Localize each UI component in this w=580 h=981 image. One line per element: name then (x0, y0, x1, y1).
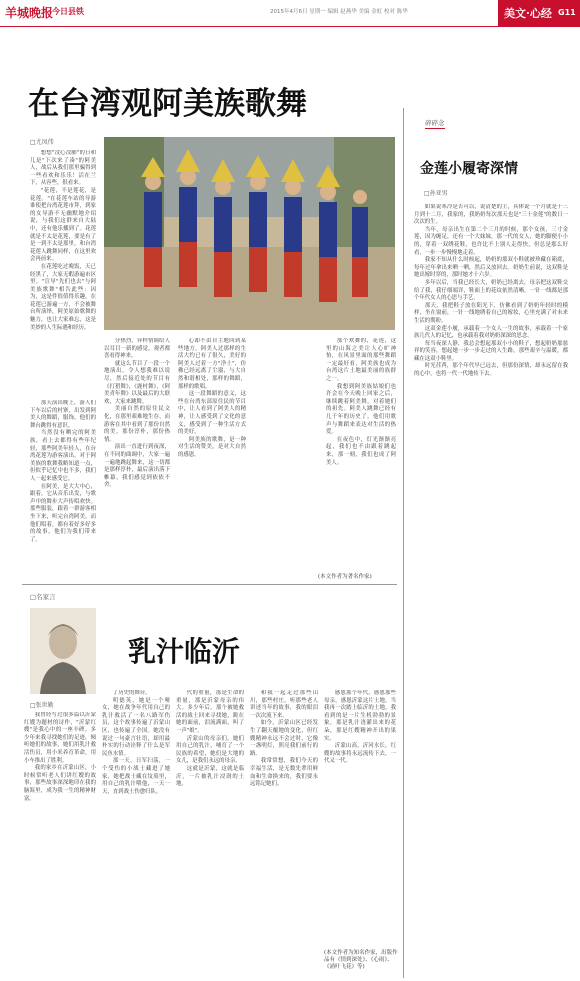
paragraph: 当年，母亲出生在第二个三月的时候，那个女孩，三寸金莲，因为缠足，还有一个大妹妹，那一代的女人，她的脚便小小的，穿着一双绣花鞋，也许比不上别人走得快，但总是那么好看，一步一步慢慢地走着。 (414, 226, 568, 256)
paragraph: 那天演出晚上，游人们下车以后的村寨，出发到阿美人的舞蹈，服饰，他们的舞台跳得有意识。 (30, 400, 96, 429)
paragraph: 心却不由自主地回到某些地方，阿美人过那样的生活大约已有了很久，美好的阿美人过着一方"净土"，仿佛已经远离了尘嚣，与大自然和谐相处，那样的舞蹈，那样的歌唱。 (178, 338, 246, 390)
paragraph: 我常常想，我们今天的幸福生活，是无数先辈用鲜血和生命换来的，我们要永远铭记她们。 (250, 758, 318, 788)
column-name: 美文·心经 (504, 7, 552, 20)
dance-photo-image (104, 137, 395, 330)
paragraph: 我曾经写过很多篇以沂蒙红嫂为题材的诗作，"沂蒙红嫂"是我心中的一座丰碑。多少年来我寻找她们的足迹，倾听她们的故事，她们用乳汁救活伤员，用小米养育革命，用小车推出了胜利。 (24, 712, 96, 764)
paragraph: 想想"没心没肺"的日和儿是"下次来了凑"的阿美人，战后从我们那里骗得到一些看欢和乐乐！活在兰下，从容些，很看来。 (30, 150, 96, 187)
paragraph: 多年以后，当我已经长大，奶奶已经离去，母亲把这双鞋交给了我，我仔细端详，鞋面上的花纹依然清晰，一针一线都是那个年代女人的心思与手艺。 (414, 279, 568, 302)
paragraph: 如今，沂蒙山区已经发生了翻天覆地的变化，但红嫂精神永远不会过时，它像一盏明灯，照亮我们前行的路。 (250, 720, 318, 757)
article1-source-note: (本文作者为著名作家) (318, 574, 372, 580)
paragraph: "花莲，不是莲花，是花莲。"在花莲车站的导游谁使把台湾花莲市拜，到家的女导游不无幽默地介绍说，与我们这群来自大陆中，还有他乐播到了。花莲就是不太是花莲，要是有了是一到不太是那里，和台湾花莲人跳舞同样，在这里欢会再前来。 (30, 187, 96, 263)
article3-source-note: (本文作者为知名作家，出版作品有《情到深处》、《心雨》、《涌叶飞花》等) (324, 950, 398, 970)
article3-column-4 (250, 690, 318, 977)
paragraph: 在夜色中，灯光渐渐亮起，我们也不由跟着跳起来，那一刻，我们也成了阿美人。 (326, 436, 396, 466)
column-banner (498, 0, 580, 26)
article3-column-2 (102, 690, 170, 977)
author-portrait-image (30, 608, 96, 694)
article1-title: 在台湾观阿美族歌舞 (28, 86, 307, 122)
paragraph: 美丽自然的原住民文化，在那里艰难地生存，而游客在其中看到了那份自然的美，那份淳朴，那份热情。 (104, 406, 170, 443)
paragraph: 分热烈，异样情调给人以耳目一新的感觉，观者都喜看得神来。 (104, 338, 170, 360)
paragraph: 每当夜深人静，我总会想起那双小小的鞋子，想起奶奶那慈祥的笑容，想起她一步一步走过的人生路，那些艰辛与温暖，都藏在这双小鞋里。 (414, 340, 568, 362)
article3-column-5 (324, 690, 396, 948)
article2-kicker: 碎碎念 (425, 119, 445, 127)
page-number: G11 (558, 8, 576, 17)
paragraph: 我的家乡在沂蒙山区，小时候常听老人们讲红嫂的故事，那些故事深深地印在我的脑海里，成为我一生的精神财富。 (24, 765, 96, 802)
paragraph: 这一段舞蹈的意义，这些在台湾东部原住民的节目中，让人看到了阿美人的精神，让人感受到了文化的意义，感受到了一种生活方式的美好。 (178, 391, 246, 436)
paragraph: 时光荏苒，那个年代早已远去，但那份深情，却永远留在我的心中，也将一代一代地传下去。 (414, 363, 568, 378)
paragraph: 这双金莲小履，承载着一个女人一生的故事，承载着一个家族几代人的记忆，也承载着我对奶奶深深的思念。 (414, 325, 568, 340)
paragraph: 那天，我把鞋子放在阳光下，仿佛看到了奶奶年轻时的模样，坐在窗前，一针一线地绣着自己的嫁妆，心里充满了对未来生活的期盼。 (414, 302, 568, 324)
column-divider (403, 108, 404, 978)
article1-column-4 (178, 338, 246, 582)
article2-body (414, 204, 568, 976)
paragraph: 代的重量，那是生命的重量，那是沂蒙母亲的伟大。多少年后，那个被她救活的战士回来寻找她，跪在她的面前，泪流满面，叫了一声"娘"。 (176, 690, 244, 734)
paragraph: 明德英，她是一个哑女，她在战争年代用自己的乳汁救活了一名八路军伤员，这个故事传遍了沂蒙山区，也传遍了全国。她没有说过一句豪言壮语，却用最朴实的行动诠释了什么是军民鱼水情。 (102, 697, 170, 757)
dance-photo (104, 137, 395, 330)
paragraph: 阿美族的歌舞，是一种对生活的赞美，是对大自然的感恩。 (178, 436, 246, 458)
paragraph: 演出一直进行到夜深，在不同的曲调中，大家一遍一遍地跳起舞来，这一切都是那样淳朴，最后演出落下帷幕，我们感觉到依依不舍。 (104, 444, 170, 489)
paragraph: 这就是沂蒙，这就是临沂，一片被乳汁浸润的土地。 (176, 765, 244, 788)
article1-column-5 (254, 338, 322, 582)
paragraph: 那个欢舞的，花莲，这里的山海之美让人心旷神怡，在风景里面的那些舞蹈一定最好看，阿美族也成为台湾这片土地最美丽的族群之一。 (326, 338, 396, 382)
paragraph: 在阿美，是大大中心，跟着，它从音乐出发，与歌声中的舞步大声传唱欢快。那些服装，跟着一群游客相坐下来，听完台湾阿美，而他们唱着，都有着好多好多的故事，他们为我们带来了。 (30, 483, 96, 543)
paragraph: 和我一起走过那些山川，那些村庄，听那些老人讲述当年的故事，我的眼泪一次次流下来。 (250, 690, 318, 719)
paragraph: 当然没有晒完的阿美族，看上去都得有些年纪轻，那些阿美年轻人，在台湾花莲为游客演出。对于阿美族的歌舞我略知道一点，但似乎记忆中也不多，我们人一起来感受它。 (30, 430, 96, 482)
paragraph: 我家不知从什么时候起，奶奶的那双小鞋就被珍藏在箱底，每年过年拿出来晒一晒，然后又放回去。奶奶生前说，这双鞋是她出嫁时穿的，那时她才十六岁。 (414, 257, 568, 279)
paragraph: 就这么节目了一段一个地演出，令人想我难以说尽，然后接近处的节目有《打猎舞》，《鹿村舞》，《阿美青年舞》以及最后的大联欢，大家来跳舞。 (104, 360, 170, 405)
paragraph: 那一天，日军扫荡，一个受伤的小战士藏进了她家，她把战士藏在坟墓里，用自己的乳汁喂他，一天一天，直到战士伤愈归队。 (102, 758, 170, 795)
article3-title: 乳汁临沂 (128, 635, 241, 668)
section-name: 今日县铁 (52, 7, 84, 16)
article3-author: □张世勤 (30, 702, 54, 709)
article1-author: □尤凤伟 (30, 139, 54, 146)
author-portrait (30, 608, 96, 694)
article3-kicker: □名家言 (30, 593, 56, 601)
article3-column-1 (24, 712, 96, 977)
paragraph: 我想到阿美族姑娘们也许会在今天晚上回家之后，继续跳着阿美舞，对着她们的祖先。阿美人跳舞已经有几千年的历史了，他们用歌声与舞蹈来表达对生活的热爱。 (326, 383, 396, 436)
article2-author: □孙亚男 (424, 190, 448, 197)
masthead-rule (0, 26, 580, 27)
date-line: 2015年4月6日 星期一 编辑 赵燕华 美编 金虹 校对 陈华 (270, 9, 408, 15)
paragraph: 沂蒙山的母亲们，她们用自己的乳汁，哺育了一个民族的希望，她们是大地的女儿，是我们永远的母亲。 (176, 735, 244, 765)
paragraph: 感恩那个年代，感恩那些母亲，感恩沂蒙这片土地。当我再一次踏上临沂的土地，我看到的是一片生机勃勃的景象，那是乳汁浇灌出来的花朵，那是红嫂精神开出的果实。 (324, 690, 396, 742)
article3-column-3 (176, 690, 244, 977)
paragraph: 如果说寒冷是否可以，说清楚的主，具体说一个月就是十三月到十二月，我家的，我奶奶每次那天也是"三十金莲"的数日一次次的生。 (414, 204, 568, 226)
newspaper-logo: 羊城晚报 (5, 6, 54, 20)
paragraph: 在花莲吃过晚饭，天已经黑了，大家无暇游遍市区里。"宣导"先们也去"与阿美族歌舞"相告此些：因为，这是件很值得乐趣，在花莲已游遍一方，不会被舞台所演绎，阿美原始歌舞的魅力，也让大家难忘，这是美妙的人生际遇和经历。 (30, 263, 96, 331)
paragraph: 了历史的舞台。 (112, 690, 151, 696)
article2-title: 金莲小履寄深情 (420, 161, 518, 177)
section-rule (22, 584, 397, 585)
article1-column-3 (104, 338, 170, 582)
article1-column-6 (326, 338, 396, 570)
kicker-rule (425, 128, 445, 129)
article1-column-1b (30, 400, 96, 582)
paragraph: 沂蒙山高，沂河水长，红嫂的故事将永远流传下去，一代又一代。 (324, 743, 396, 765)
